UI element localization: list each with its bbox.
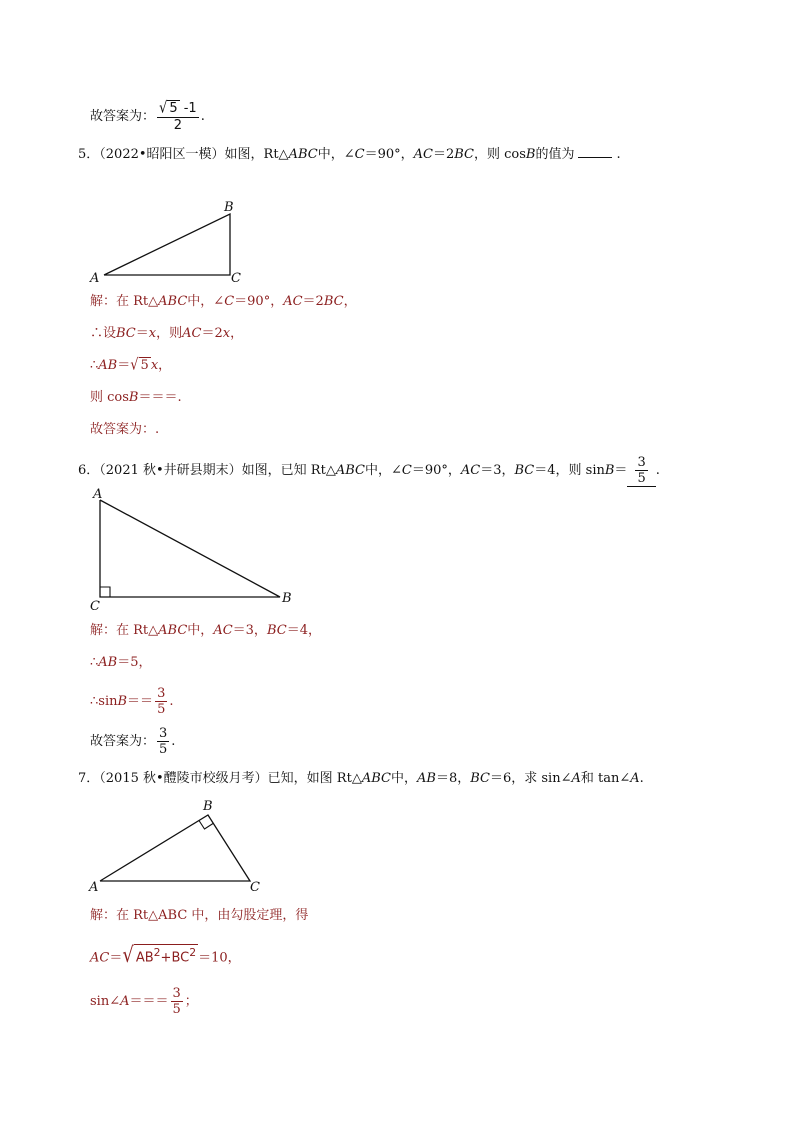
denominator: 5 [159,742,168,757]
var-x: x [222,326,231,341]
answer-blank [627,455,655,487]
var-bc: BC [116,326,136,341]
question-text: 和 tan∠ [580,771,631,786]
var-c: C [224,294,235,309]
sol-text: 则 cos [90,390,129,405]
var-a: A [630,771,640,786]
var-ac: AC [283,294,303,309]
sol-text: 中， [187,623,214,638]
label-b: B [282,591,292,606]
triangle-shape [104,214,230,275]
var-abc: ABC [288,147,318,162]
var-ab: AB [98,358,118,373]
denominator: 5 [172,1002,181,1017]
question-text: ＝90°， [364,147,414,162]
question-text: 的值为 [535,147,575,162]
triangle-figure-q7 [85,798,275,896]
numerator: 3 [172,986,181,1001]
numerator: 3 [637,455,646,470]
top-answer-line [90,100,205,133]
sol-text: ＝ [117,358,131,373]
var-x: x [148,326,157,341]
var-b: B [604,463,615,478]
exponent: 2 [153,946,161,959]
denominator: 5 [637,471,646,486]
sol-text: ，则 [156,326,183,341]
label-c: C [250,880,260,895]
var-ac: AC [182,326,202,341]
var-x: x [150,358,159,373]
numerator-rest: -1 [183,101,197,116]
var-bc: BC [454,147,474,162]
triangle-figure-q5 [85,198,255,288]
numerator: 3 [159,726,168,741]
var-ab: AB [416,771,436,786]
question-text: ＝90°， [411,463,461,478]
question-text: 中，∠ [364,463,402,478]
question-number: 5． [78,147,100,162]
var-a: A [571,771,581,786]
solution-5-line-2 [90,325,243,343]
solution-6-line-3 [90,686,173,717]
var-b: B [128,390,139,405]
var-bc: BC [171,950,190,966]
var-abc: ABC [361,771,391,786]
var-b: B [117,694,128,709]
sqrt-symbol: √ [159,99,168,118]
var-b: B [525,147,536,162]
sol-text: ＝＝＝ [129,994,169,1009]
sqrt-radicand [134,944,198,966]
sol-text: . [171,734,176,749]
right-angle-mark [199,821,213,830]
solution-5-line-1 [90,293,357,311]
sol-text: + [160,950,172,966]
question-6 [78,455,660,487]
right-angle-mark [100,587,110,597]
question-text: ，则 cos [473,147,526,162]
var-c: C [354,147,365,162]
var-abc: ABC [335,463,365,478]
sol-text: 故答案为： [90,734,156,749]
question-number: 7． [78,771,100,786]
sol-text: ＝2 [302,294,324,309]
solution-6-line-2 [90,654,152,672]
numerator: 3 [157,686,166,701]
var-ab: AB [135,950,154,966]
question-text: . [616,147,621,162]
answer-fraction [635,455,647,486]
var-ac: AC [90,950,110,966]
fraction [155,686,167,717]
denominator: 2 [173,118,182,133]
sqrt-radicand: 5 [140,358,149,373]
triangle-shape [100,815,250,881]
solution-5-line-5: 故答案为：. [90,422,160,437]
sol-text: ∴ [90,655,99,670]
sol-text: ＝＝ [127,694,154,709]
question-source: （2022•昭阳区一模） [99,147,225,162]
sol-text: ； [184,994,198,1009]
label-a: A [93,487,103,502]
answer-prefix: 故答案为： [90,109,156,124]
fraction [157,726,169,757]
sol-text: sin∠ [90,994,121,1009]
var-ac: AC [213,623,233,638]
answer-blank [578,145,612,158]
label-a: A [90,271,100,286]
var-bc: BC [323,294,344,309]
sqrt-symbol: √ [130,356,139,375]
var-bc: BC [470,771,490,786]
question-text: ＝3， [480,463,515,478]
solution-5-line-3 [90,357,171,375]
answer-suffix: . [200,109,205,124]
sol-text: ＝ [109,950,123,966]
triangle-shape [100,500,280,597]
sol-text: ＝2 [201,326,223,341]
question-text: ＝ [614,463,628,478]
label-a: A [89,880,99,895]
sqrt-symbol: √ [122,943,134,969]
sol-text: ＝5， [117,655,152,670]
question-text: 中，∠ [317,147,355,162]
answer-fraction [157,100,199,133]
denominator: 5 [157,702,166,717]
var-ac: AC [413,147,433,162]
solution-7-line-3 [90,986,198,1017]
sol-text: ＝4， [286,623,321,638]
var-bc: BC [266,623,287,638]
question-7 [78,770,644,788]
sol-text: ∴设 [90,326,117,341]
exponent: 2 [189,946,197,959]
solution-7-line-1: 解：在 Rt△ABC 中，由勾股定理，得 [90,908,309,923]
question-5 [78,145,621,164]
question-text: 如图，Rt△ [224,147,289,162]
sol-text: ＝90°， [234,294,284,309]
sol-text: 解：在 Rt△ [90,623,159,638]
question-source: （2021 秋•井研县期末） [99,463,242,478]
question-source: （2015 秋•醴陵市校级月考） [99,771,268,786]
sol-text: ∴ [90,358,99,373]
fraction [171,986,183,1017]
question-text: . [655,463,660,478]
solution-7-line-2 [90,944,241,967]
sol-text: ＝ [135,326,149,341]
question-text: 已知，如图 Rt△ [267,771,362,786]
var-c: C [401,463,412,478]
var-ab: AB [98,655,118,670]
question-text: . [639,771,644,786]
question-text: 中， [390,771,417,786]
sol-text: . [169,694,174,709]
question-text: 如图，已知 Rt△ [241,463,336,478]
sol-text: 中，∠ [187,294,225,309]
solution-6-line-4 [90,726,175,757]
question-text: ＝2 [432,147,455,162]
question-text: ＝4，则 sin [534,463,605,478]
var-a: A [120,994,130,1009]
var-abc: ABC [158,623,188,638]
sol-text: ， [158,358,172,373]
label-c: C [90,599,100,614]
var-ac: AC [460,463,481,478]
var-abc: ABC [158,294,188,309]
solution-6-line-1 [90,622,321,640]
sol-text: ， [230,326,244,341]
sol-text: ∴sin [90,694,118,709]
sol-text: ＝3， [232,623,267,638]
label-b: B [203,799,213,814]
triangle-figure-q6 [85,486,305,614]
question-text: ＝6，求 sin∠ [489,771,572,786]
sqrt-radicand: 5 [169,101,178,116]
var-bc: BC [514,463,535,478]
question-text: ＝8， [435,771,471,786]
sol-text: ， [343,294,357,309]
label-c: C [231,271,241,286]
sol-text: 解：在 Rt△ [90,294,159,309]
label-b: B [224,200,234,215]
sol-text: ＝10， [198,950,241,966]
question-number: 6． [78,463,100,478]
sol-text: ＝＝＝. [138,390,182,405]
solution-5-line-4 [90,389,182,407]
